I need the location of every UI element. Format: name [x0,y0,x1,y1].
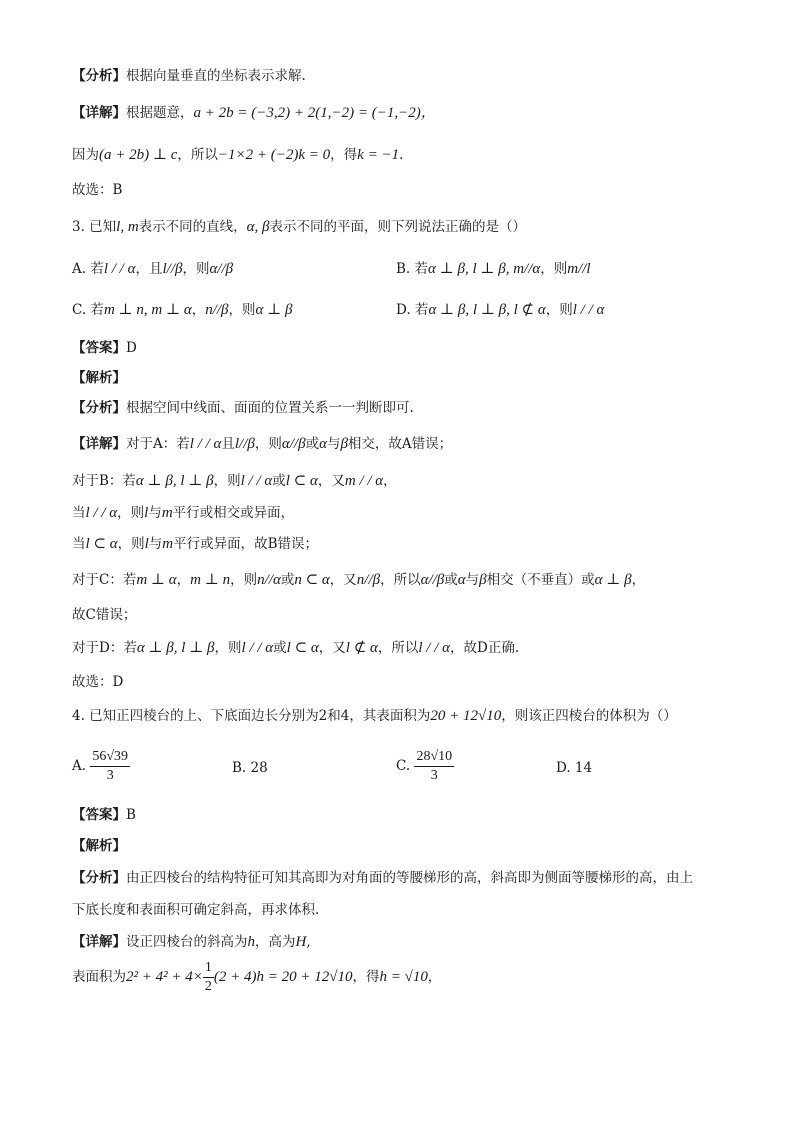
analysis-4b: 下底长度和表面积可确定斜高，再求体积. [72,902,320,918]
fraction: $\frac{1}{2}$ [204,960,212,994]
analysis-3: 【分析】根据空间中线面、面面的位置关系一一判断即可. [72,400,414,416]
answer-choice-line: 故选：B [72,182,123,198]
option-a: A. 若l / / α，且l//β，则α//β [72,261,234,277]
detail-line: 【详解】根据题意，a + 2b = (−3,2) + 2(1,−2) = (−1,−2)， [72,105,436,121]
option-b: B. 若α ⊥ β, l ⊥ β, m//α，则m//l [396,261,591,277]
option-4c: C. $\frac{28√10}{3}$ [396,749,453,783]
option-d: D. 若α ⊥ β, l ⊥ β, l ⊄ α，则l / / α [396,302,605,318]
detail-4: 【详解】设正四棱台的斜高为h，高为H, [72,934,311,950]
detail-3-c1: 对于C：若m ⊥ α，m ⊥ n，则n//α或n ⊂ α，又n//β，所以α//β或α与β相交（不垂直）或α ⊥ β， [72,572,646,588]
fraction: $\frac{28√10}{3}$ [416,749,453,783]
detail-3-c2: 故C错误； [72,607,137,623]
analysis-line: 【分析】根据向量垂直的坐标表示求解. [72,68,306,84]
detail-line-2: 因为(a + 2b) ⊥ c，所以−1×2 + (−2)k = 0，得k = −1. [72,147,404,163]
question-4: 4. 已知正四棱台的上、下底面边长分别为2和4，其表面积为20 + 12√10，则该正四棱台的体积为（） [72,708,677,724]
detail-3-b1: 对于B：若α ⊥ β, l ⊥ β，则l / / α或l ⊂ α，又m / / α， [72,473,397,489]
option-c: C. 若m ⊥ n, m ⊥ α，n//β，则α ⊥ β [72,302,293,318]
option-4d: D. 14 [556,760,593,776]
detail-3-b2: 当l / / α，则l与m平行或相交或异面， [72,505,295,521]
option-4a: A. $\frac{56√39}{3}$ [72,749,129,783]
analysis-4: 【分析】由正四棱台的结构特征可知其高即为对角面的等腰梯形的高，斜高即为侧面等腰梯形的高，由上 [72,870,693,886]
analysis-heading-4: 【解析】 [72,838,126,854]
detail-3-b3: 当l ⊂ α，则l与m平行或异面，故B错误； [72,536,319,552]
option-4b: B. 28 [232,760,268,776]
answer-4: 【答案】B [72,807,136,823]
detail-3-d1: 对于D：若α ⊥ β, l ⊥ β，则l / / α或l ⊂ α，又l ⊄ α，所以l / / α，故D正确. [72,640,520,656]
answer-3: 【答案】D [72,340,137,356]
detail-3-a: 【详解】对于A：若l / / α且l//β，则α//β或α与β相交，故A错误； [72,436,453,452]
question-3: 3. 已知l, m表示不同的直线，α, β表示不同的平面，则下列说法正确的是（） [72,219,527,235]
surface-area-line: 表面积为2² + 4² + 4× $\frac{1}{2}$ (2 + 4)h = 20 + 12√10，得h = √10， [72,960,442,994]
analysis-heading-3: 【解析】 [72,370,126,386]
detail-3-d2: 故选：D [72,674,124,690]
fraction: $\frac{56√39}{3}$ [92,749,129,783]
